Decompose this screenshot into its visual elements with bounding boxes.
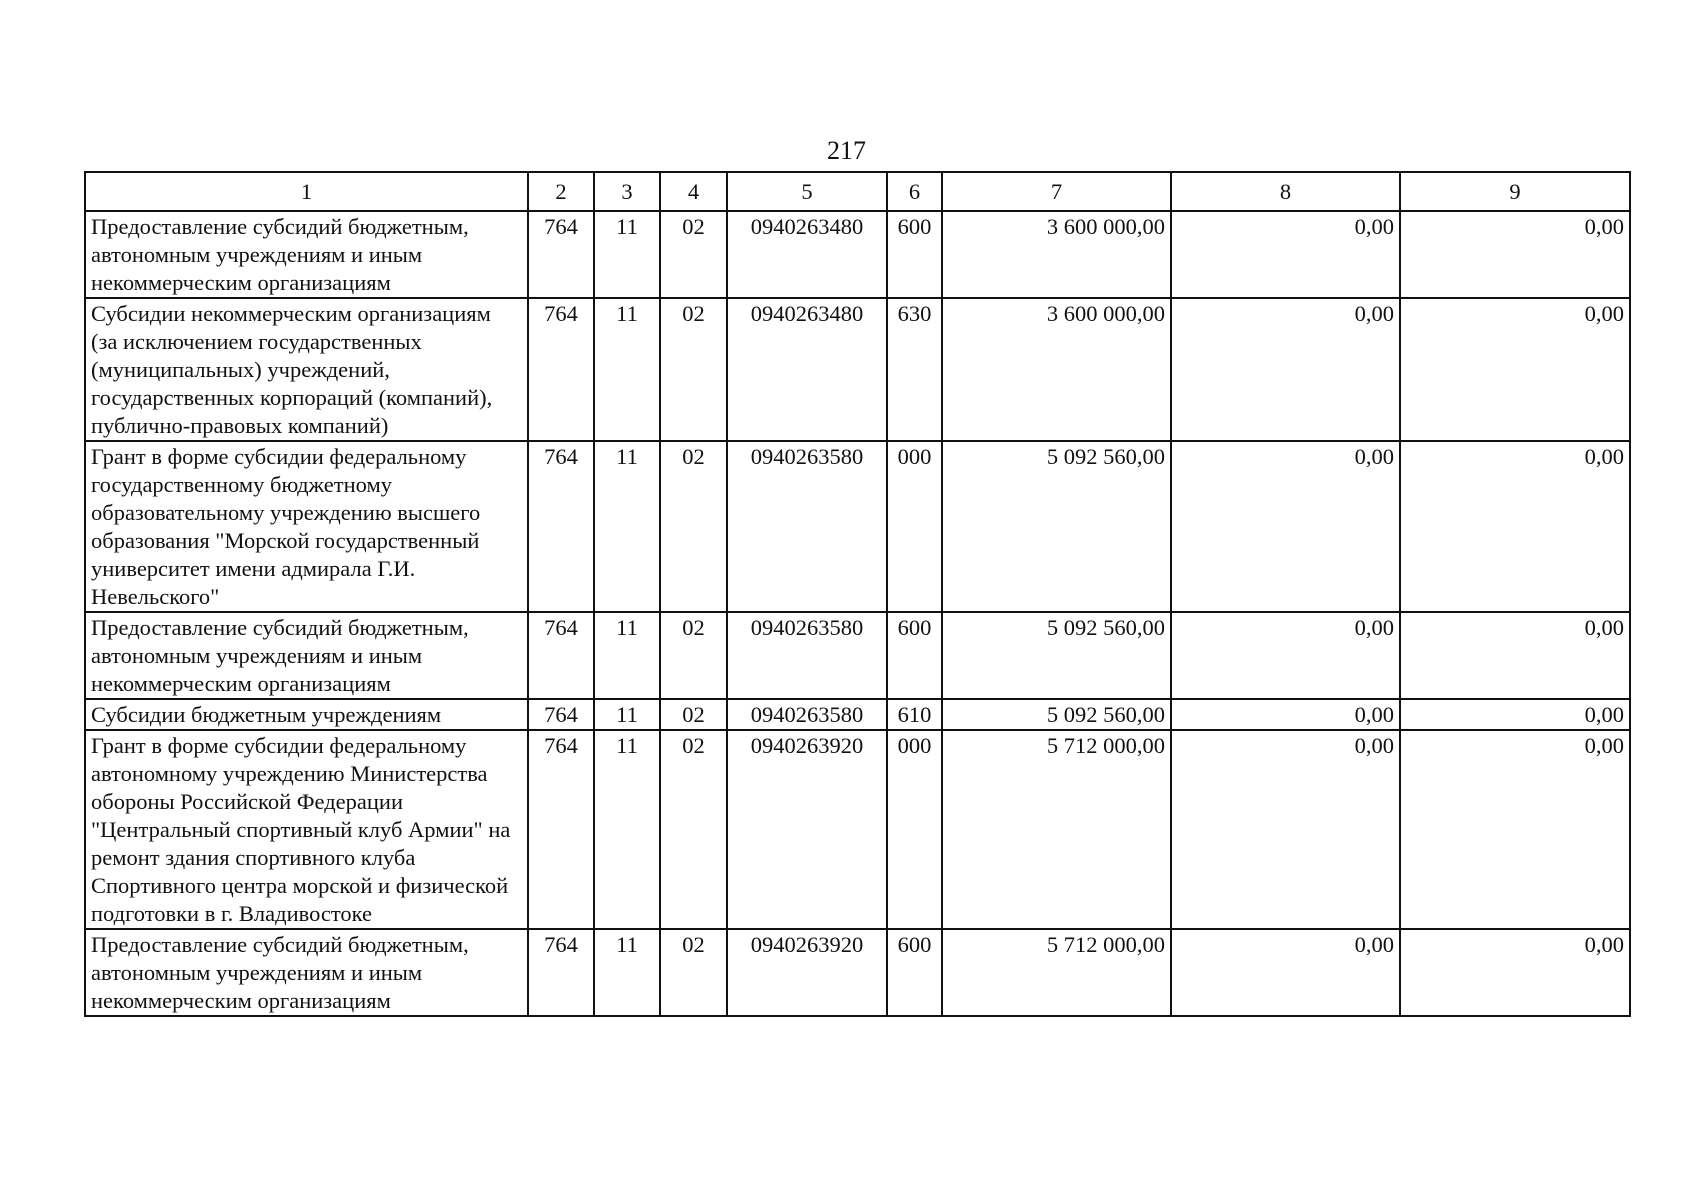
section-code-cell: 11	[594, 211, 660, 298]
column-header: 7	[942, 172, 1171, 211]
target-article-cell: 0940263920	[727, 730, 887, 929]
amount-col9-cell: 0,00	[1400, 730, 1630, 929]
subsection-code-cell: 02	[660, 699, 727, 730]
amount-col9-cell: 0,00	[1400, 298, 1630, 441]
target-article-cell: 0940263580	[727, 699, 887, 730]
amount-col8-cell: 0,00	[1171, 699, 1400, 730]
target-article-cell: 0940263920	[727, 929, 887, 1016]
table-row	[85, 612, 1630, 699]
amount-col9-cell: 0,00	[1400, 699, 1630, 730]
amount-col8-cell: 0,00	[1171, 730, 1400, 929]
column-header: 3	[594, 172, 660, 211]
column-header: 4	[660, 172, 727, 211]
ministry-code-cell: 764	[528, 441, 594, 612]
expense-type-cell: 610	[887, 699, 942, 730]
section-code-cell: 11	[594, 730, 660, 929]
ministry-code-cell: 764	[528, 298, 594, 441]
column-header: 2	[528, 172, 594, 211]
target-article-cell: 0940263580	[727, 441, 887, 612]
subsection-code-cell: 02	[660, 298, 727, 441]
row-name-cell: Субсидии бюджетным учреждениям	[85, 699, 528, 730]
ministry-code-cell: 764	[528, 929, 594, 1016]
row-name-cell: Предоставление субсидий бюджетным, автономным учреждениям и иным некоммерческим организациям	[85, 929, 528, 1016]
expense-type-cell: 630	[887, 298, 942, 441]
row-name-cell: Предоставление субсидий бюджетным, автономным учреждениям и иным некоммерческим организациям	[85, 211, 528, 298]
ministry-code-cell: 764	[528, 730, 594, 929]
row-name-cell: Грант в форме субсидии федеральному автономному учреждению Министерства обороны Российской Федерации "Центральный спортивный клуб Армии" на ремонт здания спортивного клуба Спортивного центра морской и физической подготовки в г. Владивостоке	[85, 730, 528, 929]
table-row	[85, 699, 1630, 730]
amount-col8-cell: 0,00	[1171, 441, 1400, 612]
expense-type-cell: 600	[887, 211, 942, 298]
subsection-code-cell: 02	[660, 441, 727, 612]
amount-col9-cell: 0,00	[1400, 211, 1630, 298]
subsection-code-cell: 02	[660, 929, 727, 1016]
table-row	[85, 730, 1630, 929]
target-article-cell: 0940263580	[727, 612, 887, 699]
section-code-cell: 11	[594, 612, 660, 699]
table-header-row	[85, 172, 1630, 211]
amount-col7-cell: 3 600 000,00	[942, 211, 1171, 298]
column-header: 8	[1171, 172, 1400, 211]
table-row	[85, 211, 1630, 298]
column-header: 6	[887, 172, 942, 211]
table-row	[85, 298, 1630, 441]
row-name-cell: Грант в форме субсидии федеральному государственному бюджетному образовательному учреждению высшего образования "Морской государственный университет имени адмирала Г.И. Невельского"	[85, 441, 528, 612]
target-article-cell: 0940263480	[727, 211, 887, 298]
expense-type-cell: 000	[887, 730, 942, 929]
row-name-cell: Субсидии некоммерческим организациям (за исключением государственных (муниципальных) учреждений, государственных корпораций (компаний), публично-правовых компаний)	[85, 298, 528, 441]
amount-col9-cell: 0,00	[1400, 929, 1630, 1016]
subsection-code-cell: 02	[660, 730, 727, 929]
section-code-cell: 11	[594, 699, 660, 730]
column-header: 1	[85, 172, 528, 211]
section-code-cell: 11	[594, 929, 660, 1016]
expense-type-cell: 000	[887, 441, 942, 612]
amount-col9-cell: 0,00	[1400, 612, 1630, 699]
budget-table	[84, 171, 1631, 1017]
column-header: 5	[727, 172, 887, 211]
amount-col8-cell: 0,00	[1171, 612, 1400, 699]
amount-col7-cell: 5 092 560,00	[942, 441, 1171, 612]
target-article-cell: 0940263480	[727, 298, 887, 441]
ministry-code-cell: 764	[528, 699, 594, 730]
expense-type-cell: 600	[887, 612, 942, 699]
amount-col7-cell: 5 712 000,00	[942, 730, 1171, 929]
ministry-code-cell: 764	[528, 612, 594, 699]
page-number: 217	[827, 136, 866, 165]
amount-col8-cell: 0,00	[1171, 929, 1400, 1016]
amount-col7-cell: 5 092 560,00	[942, 699, 1171, 730]
column-header: 9	[1400, 172, 1630, 211]
amount-col9-cell: 0,00	[1400, 441, 1630, 612]
amount-col8-cell: 0,00	[1171, 211, 1400, 298]
amount-col7-cell: 5 712 000,00	[942, 929, 1171, 1016]
row-name-cell: Предоставление субсидий бюджетным, автономным учреждениям и иным некоммерческим организациям	[85, 612, 528, 699]
table-row	[85, 441, 1630, 612]
subsection-code-cell: 02	[660, 211, 727, 298]
table-row	[85, 929, 1630, 1016]
ministry-code-cell: 764	[528, 211, 594, 298]
section-code-cell: 11	[594, 298, 660, 441]
expense-type-cell: 600	[887, 929, 942, 1016]
subsection-code-cell: 02	[660, 612, 727, 699]
amount-col7-cell: 3 600 000,00	[942, 298, 1171, 441]
amount-col7-cell: 5 092 560,00	[942, 612, 1171, 699]
section-code-cell: 11	[594, 441, 660, 612]
amount-col8-cell: 0,00	[1171, 298, 1400, 441]
